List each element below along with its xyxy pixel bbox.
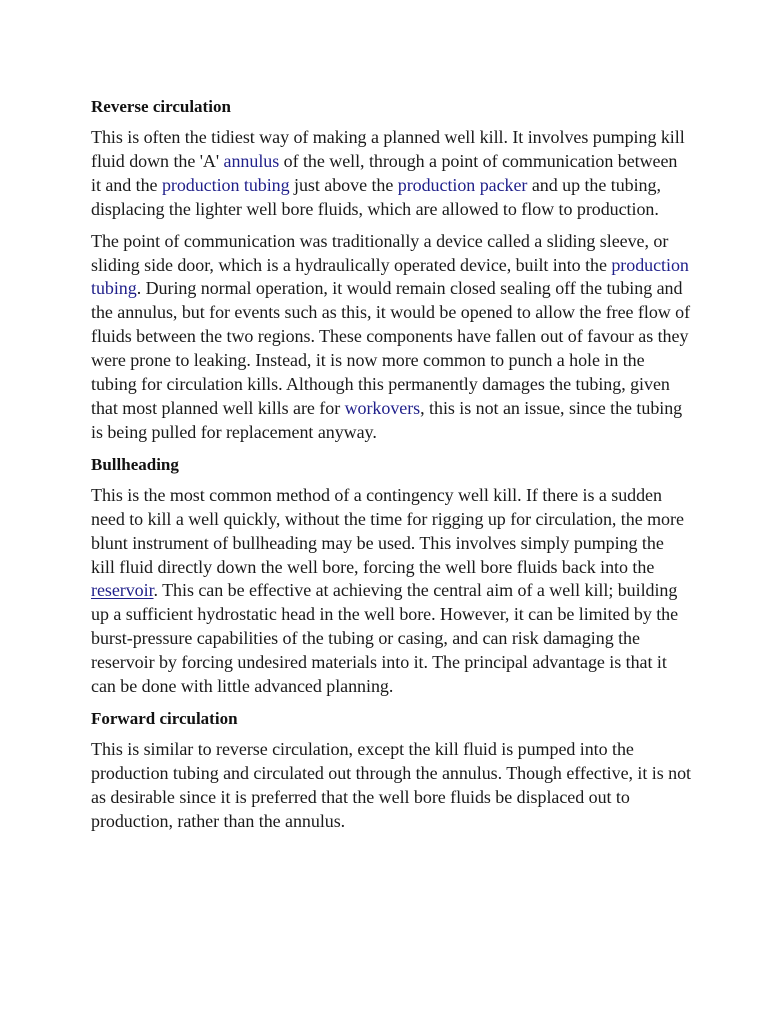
inline-link[interactable]: production packer — [397, 174, 528, 195]
text-run: just above the — [289, 174, 398, 195]
inline-link[interactable]: annulus — [223, 150, 280, 171]
section-heading: Bullheading — [91, 454, 179, 474]
text-run: , this is not an issue, since the tubing is being pulled for replacement anyway. — [91, 397, 683, 442]
document-page — [91, 95, 691, 842]
text-run: . During normal operation, it would remain closed sealing off the tubing and the annulus, but for events such as this, it would be opened to allow the free flow of fluids between the two regions. These components have fallen out of favour as they were prone to leaking. Instead, it is now more common to punch a hole in the tubing for circulation kills. Although this permanently damages the tubing, given that most planned well kills are for — [91, 278, 691, 418]
section-heading: Reverse circulation — [91, 97, 231, 116]
inline-link[interactable]: production tubing — [91, 254, 689, 299]
text-run: The point of communication was traditionally a device called a sliding sleeve, or sliding side door, which is a hydraulically operated device, built into the — [91, 230, 669, 275]
body-paragraph — [91, 738, 691, 834]
text-run: of the well, through a point of communication between it and the — [91, 150, 678, 195]
text-run: This is often the tidiest way of making a planned well kill. It involves pumping kill fluid down the 'A' — [91, 127, 685, 171]
inline-link[interactable]: workovers — [344, 397, 421, 418]
section-heading: Forward circulation — [91, 708, 238, 728]
inline-link[interactable]: reservoir — [91, 580, 154, 601]
body-paragraph — [91, 126, 691, 222]
text-run: and up the tubing, displacing the lighter well bore fluids, which are allowed to flow to production. — [91, 174, 661, 219]
body-paragraph — [91, 484, 691, 699]
text-run: . This can be effective at achieving the central aim of a well kill; building up a sufficient hydrostatic head in the well bore. However, it can be limited by the burst-pressure capabilities of the tubing or casing, and can risk damaging the reservoir by forcing undesired materials into it. The principal advantage is that it can be done with little advanced planning. — [91, 580, 679, 697]
inline-link[interactable]: production tubing — [161, 174, 290, 195]
text-run: This is the most common method of a contingency well kill. If there is a sudden need to kill a well quickly, without the time for rigging up for circulation, the more blunt instrument of bullheading may be used. This involves simply pumping the kill fluid directly down the well bore, forcing the well bore fluids back into the — [91, 484, 684, 577]
body-paragraph — [91, 230, 691, 445]
text-run: This is similar to reverse circulation, except the kill fluid is pumped into the production tubing and circulated out through the annulus. Though effective, it is not as desirable since it is preferred that the well bore fluids be displaced out to production, rather than the annulus. — [91, 738, 691, 831]
